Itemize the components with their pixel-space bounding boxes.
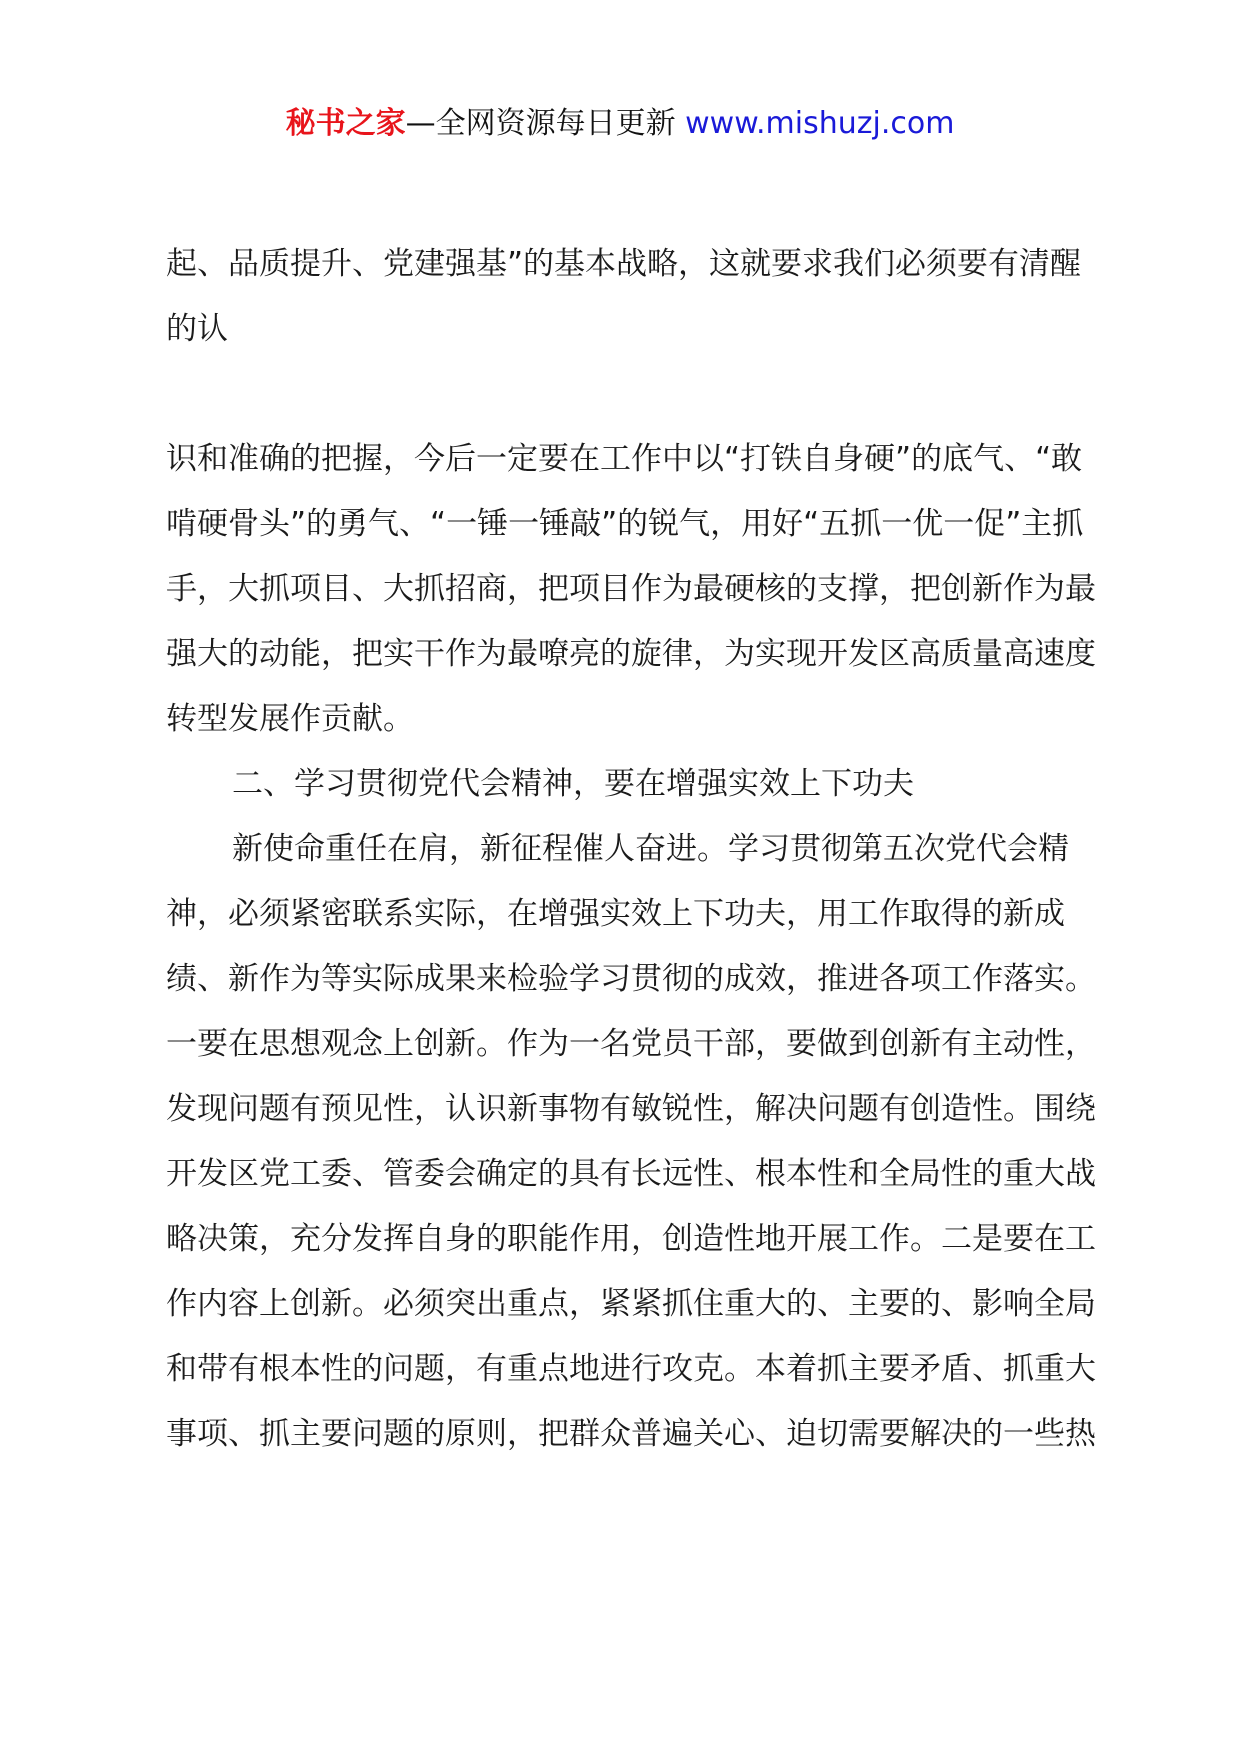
section-heading: 二、学习贯彻党代会精神，要在增强实效上下功夫 (232, 766, 914, 802)
document-body (166, 232, 1096, 1467)
body-paragraph-fragment: 起、品质提升、党建强基”的基本战略，这就要求我们必须要有清醒的认 (166, 246, 1082, 347)
body-paragraph-continuation: 识和准确的把握，今后一定要在工作中以“打铁自身硬”的底气、“敢啃硬骨头”的勇气、“一锤一锤敲”的锐气，用好“五抓一优一促”主抓手，大抓项目、大抓招商，把项目作为最硬核的支撑，把创新作为最强大的动能，把实干作为最嘹亮的旋律，为实现开发区高质量高速度转型发展作贡献。 (166, 441, 1096, 737)
site-brand: 秘书之家 (285, 106, 406, 141)
body-paragraph: 新使命重任在肩，新征程催人奋进。学习贯彻第五次党代会精神，必须紧密联系实际，在增强实效上下功夫，用工作取得的新成绩、新作为等实际成果来检验学习贯彻的成效，推进各项工作落实。一要在思想观念上创新。作为一名党员干部，要做到创新有主动性，发现问题有预见性，认识新事物有敏锐性，解决问题有创造性。围绕开发区党工委、管委会确定的具有长远性、根本性和全局性的重大战略决策，充分发挥自身的职能作用，创造性地开展工作。二是要在工作内容上创新。必须突出重点，紧紧抓住重大的、主要的、影响全局和带有根本性的问题，有重点地进行攻克。本着抓主要矛盾、抓重大事项、抓主要问题的原则，把群众普遍关心、迫切需要解决的一些热 (166, 831, 1096, 1452)
site-header (0, 102, 1240, 146)
site-slogan: —全网资源每日更新 (405, 106, 686, 141)
site-url-link[interactable]: www.mishuzj.com (685, 106, 955, 141)
